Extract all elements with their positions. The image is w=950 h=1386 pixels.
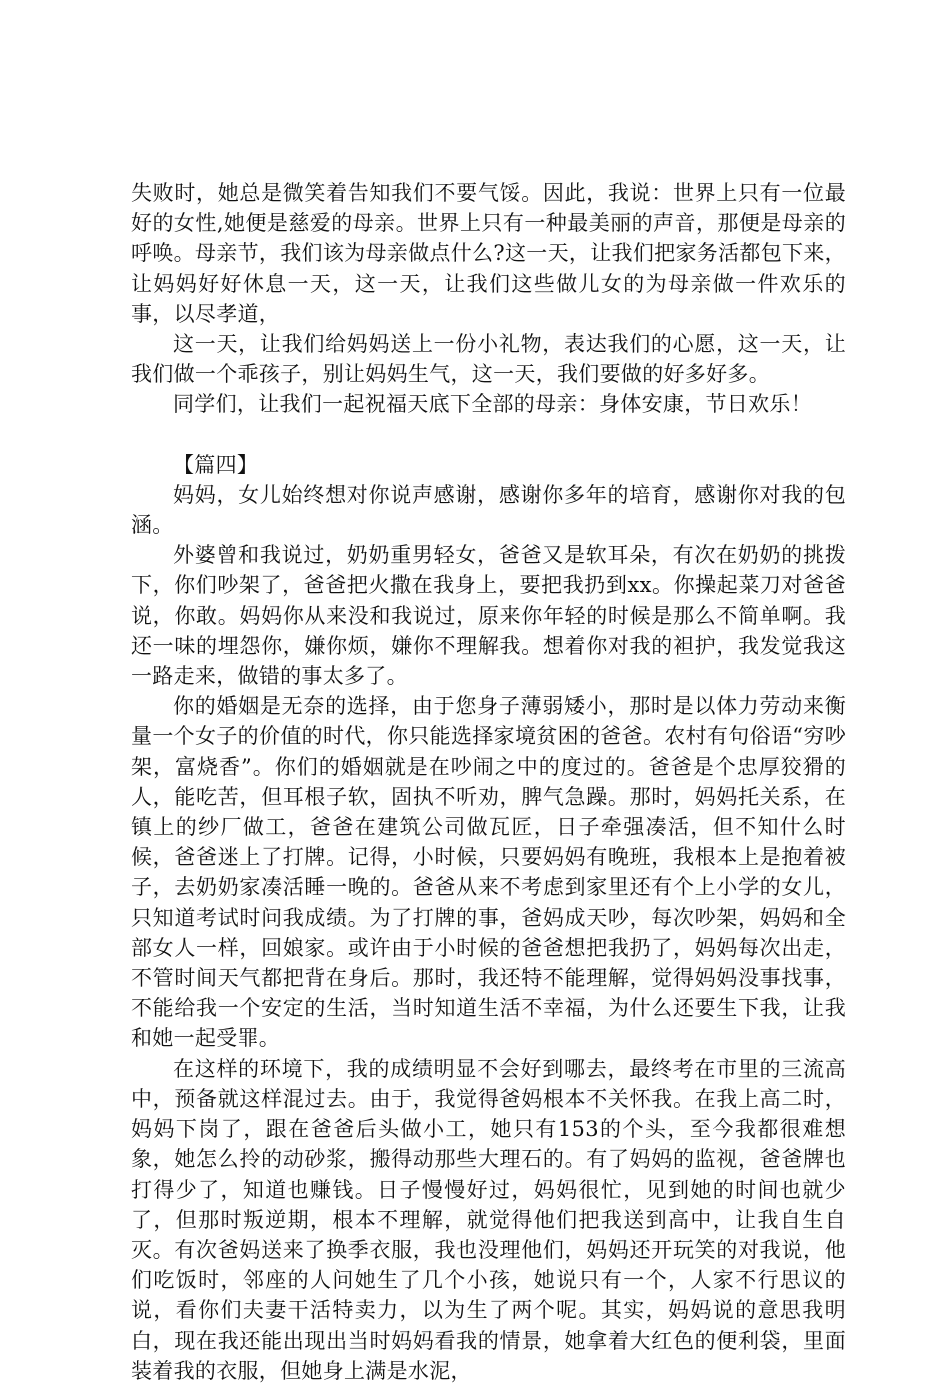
section-gap [131,420,846,450]
section-heading: 【篇四】 [173,452,259,477]
paragraph: 这一天，让我们给妈妈送上一份小礼物，表达我们的心愿，这一天，让我们做一个乖孩子，别让妈妈生气，这一天，我们要做的好多好多。 [131,332,846,387]
paragraph: 在这样的环境下，我的成绩明显不会好到哪去，最终考在市里的三流高中，预备就这样混过去。由于，我觉得爸妈根本不关怀我。在我上高二时，妈妈下岗了，跟在爸爸后头做小工，她只有153的个头，至今我都很难想象，她怎么拎的动砂浆，搬得动那些大理石的。有了妈妈的监视，爸爸牌也打得少了，知道也赚钱。日子慢慢好过，妈妈很忙，见到她的时间也就少了，但那时叛逆期，根本不理解，就觉得他们把我送到高中，让我自生自灭。有次爸妈送来了换季衣服，我也没理他们，妈妈还开玩笑的对我说，他们吃饭时，邻座的人问她生了几个小孩，她说只有一个，人家不行思议的说，看你们夫妻干活特卖力，以为生了两个呢。其实，妈妈说的意思我明白，现在我还能出现出当时妈妈看我的情景，她拿着大红色的便利袋，里面装着我的衣服，但她身上满是水泥， [131,1056,846,1383]
paragraph: 你的婚姻是无奈的选择，由于您身子薄弱矮小，那时是以体力劳动来衡量一个女子的价值的时代，你只能选择家境贫困的爸爸。农村有句俗语“穷吵架，富烧香”。你们的婚姻就是在吵闹之中的度过的。爸爸是个忠厚狡猾的人，能吃苦，但耳根子软，固执不听劝，脾气急躁。那时，妈妈托关系，在镇上的纱厂做工，爸爸在建筑公司做瓦匠，日子牵强凑活，但不知什么时候，爸爸迷上了打牌。记得，小时候，只要妈妈有晚班，我根本上是抱着被子，去奶奶家凑活睡一晚的。爸爸从来不考虑到家里还有个上小学的女儿，只知道考试时问我成绩。为了打牌的事，爸妈成天吵，每次吵架，妈妈和全部女人一样，回娘家。或许由于小时候的爸爸想把我扔了，妈妈每次出走，不管时间天气都把背在身后。那时，我还特不能理解，觉得妈妈没事找事，不能给我一个安定的生活，当时知道生活不幸福，为什么还要生下我，让我和她一起受罪。 [131,694,846,1051]
paragraph: 妈妈，女儿始终想对你说声感谢，感谢你多年的培育，感谢你对我的包涵。 [131,482,846,538]
paragraph: 同学们，让我们一起祝福天底下全部的母亲：身体安康，节日欢乐！ [173,392,812,417]
document-page [131,178,846,1386]
paragraph: 外婆曾和我说过，奶奶重男轻女，爸爸又是软耳朵，有次在奶奶的挑拨下，你们吵架了，爸爸把火撒在我身上，要把我扔到xx。你操起菜刀对爸爸说，你敢。妈妈你从来没和我说过，原来你年轻的时候是那么不简单啊。我还一味的埋怨你，嫌你烦，嫌你不理解我。想着你对我的袒护，我发觉我这一路走来，做错的事太多了。 [131,543,846,689]
paragraph: 失败时，她总是微笑着告知我们不要气馁。因此，我说：世界上只有一位最好的女性,她便是慈爱的母亲。世界上只有一种最美丽的声音，那便是母亲的呼唤。母亲节，我们该为母亲做点什么?这一天，让我们把家务活都包下来，让妈妈好好休息一天，这一天，让我们这些做儿女的为母亲做一件欢乐的事，以尽孝道， [131,181,846,326]
